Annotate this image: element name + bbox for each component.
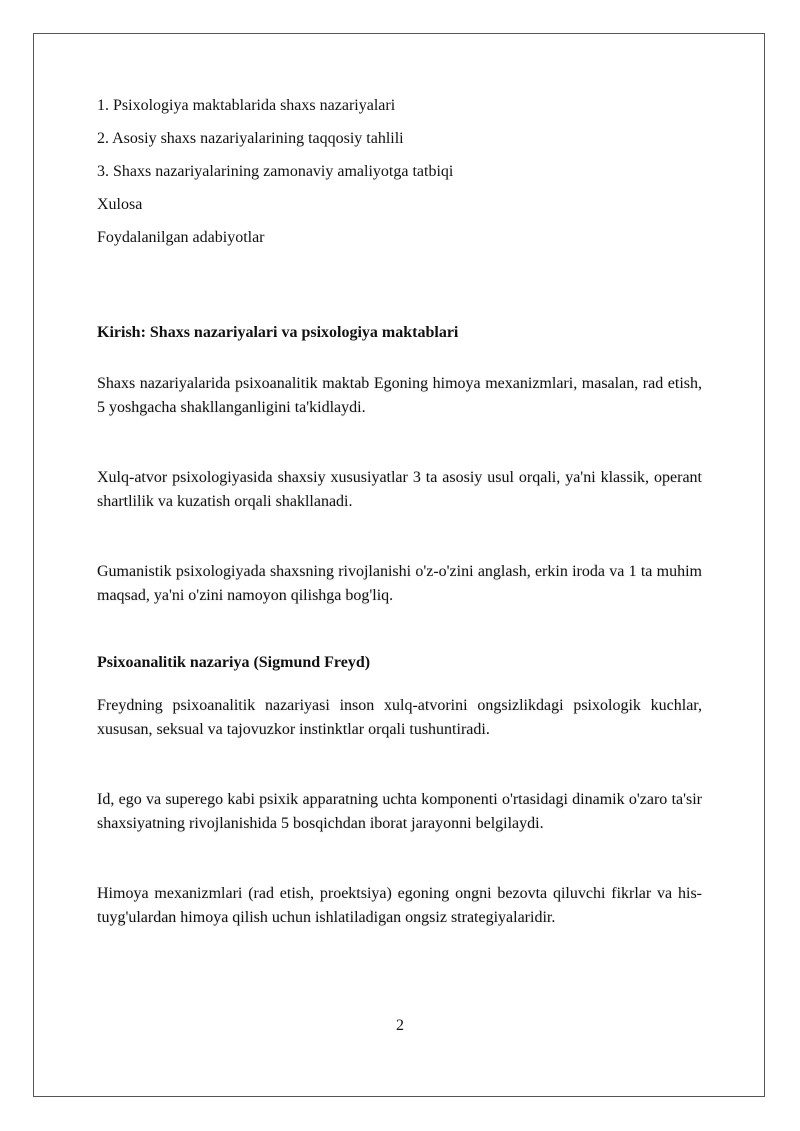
section-heading-psychoanalytic: Psixoanalitik nazariya (Sigmund Freyd)	[97, 654, 371, 671]
paragraph: Shaxs nazariyalarida psixoanalitik maktab Egoning himoya mexanizmlari, masalan, rad etish, 5 yoshgacha shakllanganligini ta'kidlaydi.	[97, 375, 702, 416]
toc-item: Xulosa	[97, 196, 143, 213]
paragraph: Freydning psixoanalitik nazariyasi inson xulq-atvorini ongsizlikdagi psixologik kuchlar, xususan, seksual va tajovuzkor instinktlar orqali tushuntiradi.	[97, 697, 702, 738]
table-of-contents	[97, 94, 702, 259]
toc-item: 1. Psixologiya maktablarida shaxs nazariyalari	[97, 97, 396, 114]
page-number: 2	[396, 1017, 404, 1034]
toc-item: Foydalanilgan adabiyotlar	[97, 229, 265, 246]
section-heading-intro: Kirish: Shaxs nazariyalari va psixologiya maktablari	[97, 324, 459, 341]
toc-item: 2. Asosiy shaxs nazariyalarining taqqosiy tahlili	[97, 130, 404, 147]
paragraph: Gumanistik psixologiyada shaxsning rivojlanishi o'z-o'zini anglash, erkin iroda va 1 ta muhim maqsad, ya'ni o'zini namoyon qilishga bog'liq.	[97, 563, 702, 604]
paragraph: Xulq-atvor psixologiyasida shaxsiy xususiyatlar 3 ta asosiy usul orqali, ya'ni klassik, operant shartlilik va kuzatish orqali shakllanadi.	[97, 469, 702, 510]
paragraph: Himoya mexanizmlari (rad etish, proektsiya) egoning ongni bezovta qiluvchi fikrlar va his-tuyg'ulardan himoya qilish uchun ishlatiladigan ongsiz strategiyalaridir.	[97, 885, 702, 926]
page-content	[97, 94, 702, 930]
paragraph: Id, ego va superego kabi psixik apparatning uchta komponenti o'rtasidagi dinamik o'zaro ta'sir shaxsiyatning rivojlanishida 5 bosqichdan iborat jarayonni belgilaydi.	[97, 791, 702, 832]
toc-item: 3. Shaxs nazariyalarining zamonaviy amaliyotga tatbiqi	[97, 163, 454, 180]
